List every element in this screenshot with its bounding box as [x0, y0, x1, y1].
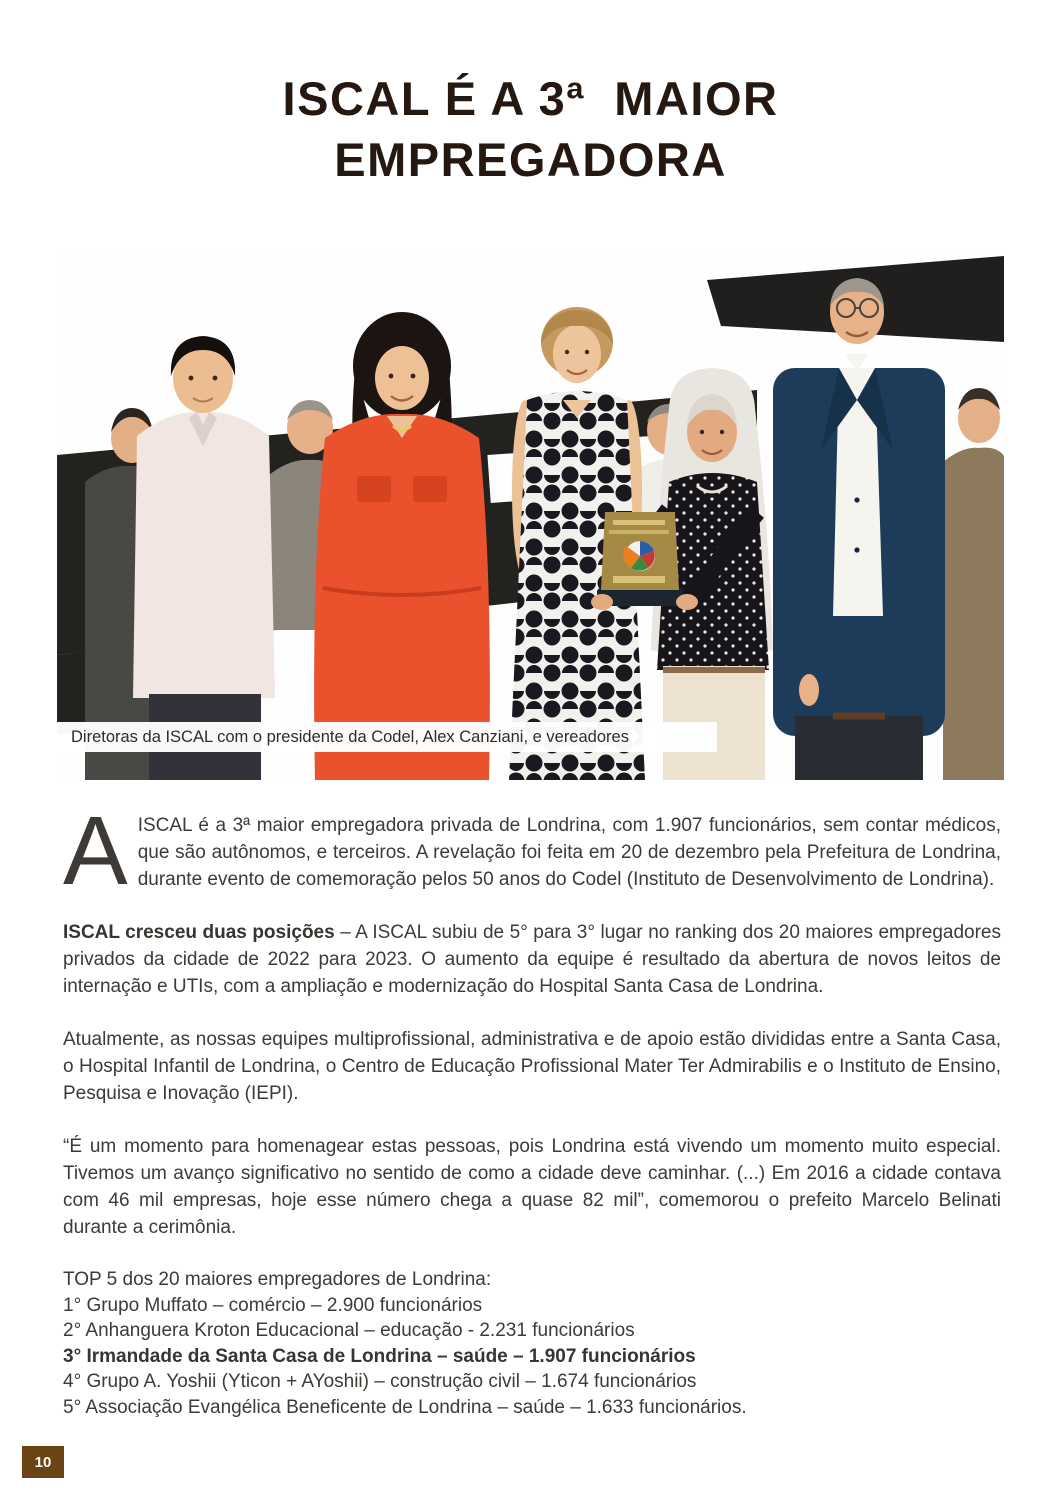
- top5-item-5: 5° Associação Evangélica Beneficente de Londrina – saúde – 1.633 funcionários.: [63, 1396, 747, 1418]
- paragraph-teams: [63, 1026, 1001, 1107]
- page-number: 10: [34, 1453, 52, 1471]
- paragraph-lead: [63, 796, 1001, 905]
- group-photo: [57, 250, 1004, 780]
- paragraph-ranking: [63, 919, 1001, 1000]
- top5-item-4: 4° Grupo A. Yoshii (Yticon + AYoshii) – construção civil – 1.674 funcionários: [63, 1371, 697, 1392]
- top5-header: TOP 5 dos 20 maiores empregadores de Londrina:: [63, 1269, 492, 1290]
- top5-list: [63, 1267, 1001, 1420]
- top5-item-2: 2° Anhanguera Kroton Educacional – educação - 2.231 funcionários: [63, 1320, 635, 1341]
- photo-caption-text: Diretoras da ISCAL com o presidente da Codel, Alex Canziani, e vereadores: [71, 727, 629, 746]
- ranking-bold-intro: ISCAL cresceu duas posições: [63, 922, 335, 943]
- page-number-badge: [22, 1446, 64, 1478]
- quote-text: “É um momento para homenagear estas pessoas, pois Londrina está vivendo um momento muito especial. Tivemos um avanço significativo no sentido de como a cidade deve caminhar. (...) Em 2016 a cidade contava com 46 mil empresas, hoje esse número chega a quase 82 mil”, comemorou o prefeito Marcelo Belinati durante a cerimônia.: [63, 1136, 1001, 1238]
- drop-cap: A: [63, 796, 128, 905]
- top5-item-1: 1° Grupo Muffato – comércio – 2.900 funcionários: [63, 1294, 483, 1316]
- top5-item-3-highlighted: 3° Irmandade da Santa Casa de Londrina – saúde – 1.907 funcionários: [63, 1345, 696, 1367]
- teams-text: Atualmente, as nossas equipes multiprofissional, administrativa e de apoio estão divididas entre a Santa Casa, o Hospital Infantil de Londrina, o Centro de Educação Profissional Mater Ter Admirabilis e o Instituto de Ensino, Pesquisa e Inovação (IEPI).: [63, 1029, 1001, 1104]
- title-line-2: EMPREGADORA: [334, 133, 727, 186]
- title-line-1: ISCAL É A 3ª MAIOR: [282, 72, 779, 125]
- article-body: [63, 796, 1001, 1420]
- paragraph-quote: [63, 1133, 1001, 1241]
- lead-text: ISCAL é a 3ª maior empregadora privada de Londrina, com 1.907 funcionários, sem contar médicos, que são autônomos, e terceiros. A revelação foi feita em 20 de dezembro pela Prefeitura de Londrina, durante evento de comemoração pelos 50 anos do Codel (Instituto de Desenvolvimento de Londrina).: [137, 815, 1001, 890]
- photo-caption: [57, 722, 717, 752]
- page-title: [0, 68, 1061, 190]
- ranking-text: – A ISCAL subiu de 5° para 3° lugar no ranking dos 20 maiores empregadores privados da cidade de 2022 para 2023. O aumento da equipe é resultado da abertura de novos leitos de internação e UTIs, com a ampliação e modernização do Hospital Santa Casa de Londrina.: [63, 922, 1001, 997]
- group-photo-illustration: [57, 250, 1004, 780]
